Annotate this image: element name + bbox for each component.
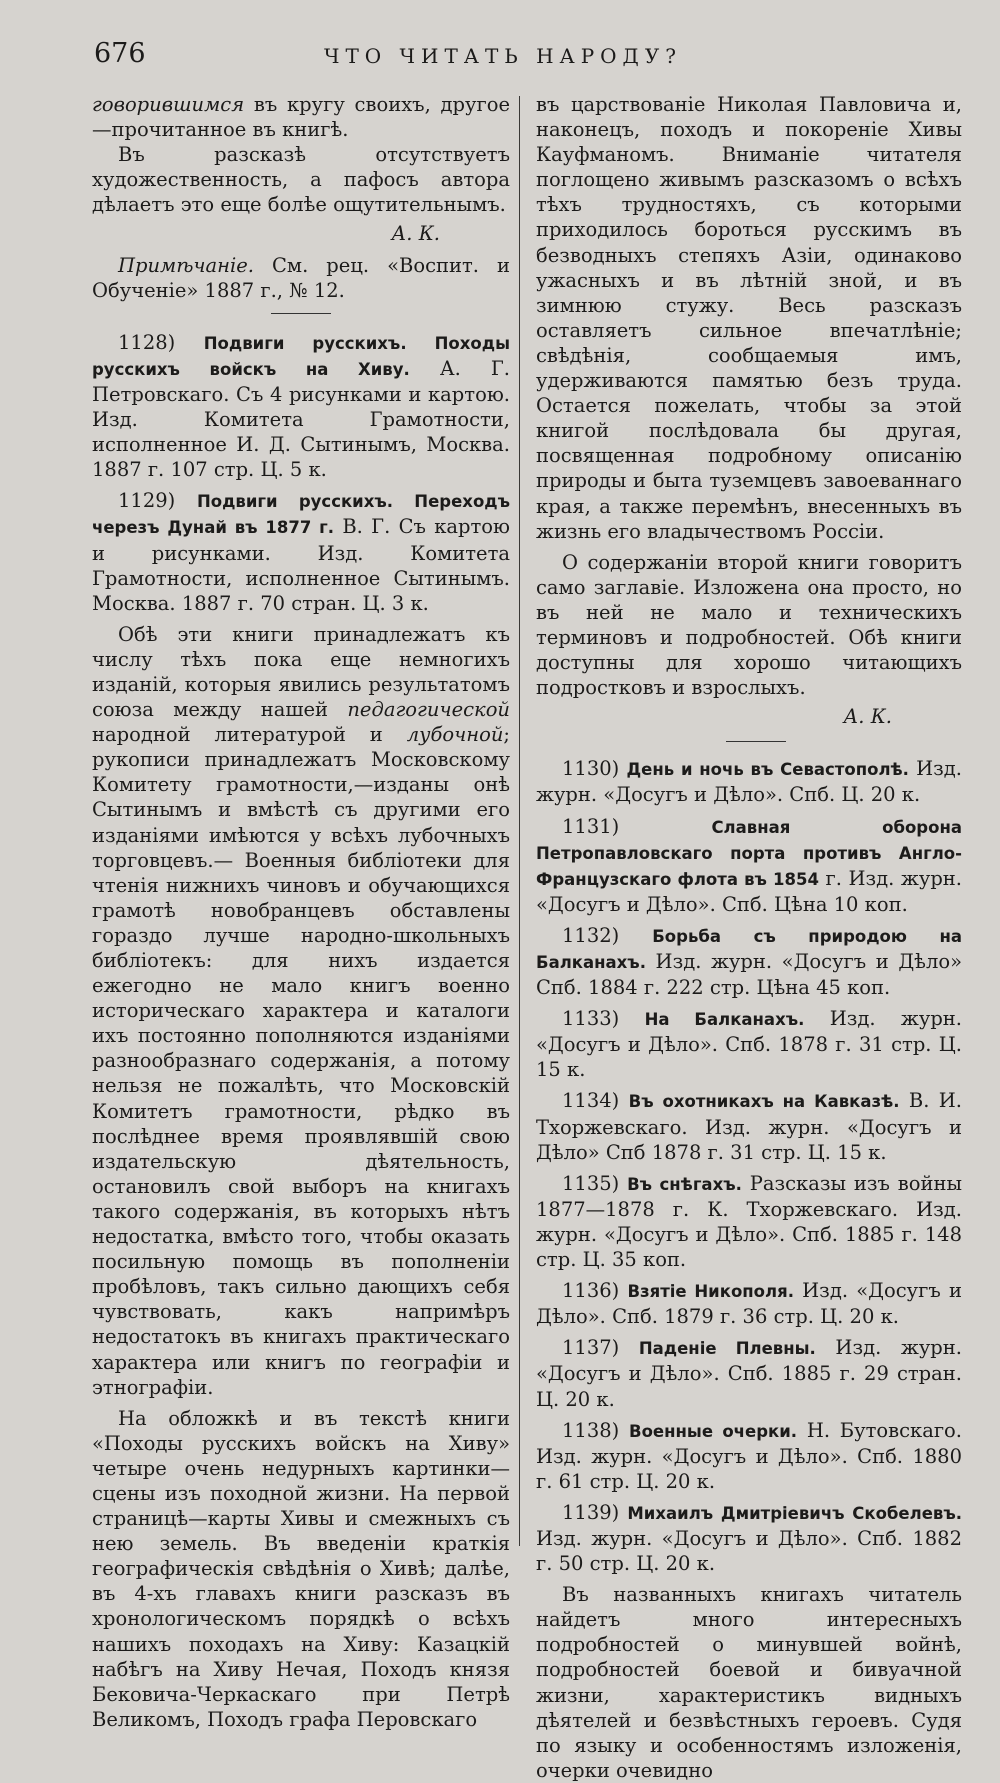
paragraph: въ царствованіе Николая Павловича и, наконецъ, походъ и покореніе Хивы Кауфманомъ. Вниманіе читателя поглощено живымъ разсказомъ о всѣхъ тѣхъ трудностяхъ, съ которыми приходилось бороться русскимъ въ безводныхъ степяхъ Азіи, одинаково ужасныхъ и въ лѣтній зной, и въ зимнюю стужу. Весь разсказъ оставляетъ сильное впечатлѣніе; свѣдѣнія, сообщаемыя имъ, удерживаются памятью безъ труда. Остается пожелать, чтобы за этой книгой послѣдовала бы другая, посвященная подробному описанію природы и быта туземцевъ завоеваннаго края, а также перемѣнъ, внесенныхъ въ жизнь его владычествомъ Россіи. <box>536 93 962 543</box>
paragraph: На обложкѣ и въ текстѣ книги «Походы русскихъ войскъ на Хиву» четыре очень недурныхъ картинки—сцены изъ походной жизни. На первой страницѣ—карты Хивы и смежныхъ съ нею земель. Въ введеніи краткія географическія свѣдѣнія о Хивѣ; далѣе, въ 4-хъ главахъ книги разсказъ въ хронологическомъ порядкѣ о всѣхъ нашихъ походахъ на Хиву: Казацкій набѣгъ на Хиву Нечая, Походъ князя Бековича-Черкаскаго при Петрѣ Великомъ, Походъ графа Перовскаго <box>92 1406 510 1731</box>
bibliography-entry: 1137) Паденіе Плевны. Изд. журн. «Досугъ и Дѣло». Спб. 1885 г. 29 стран. Ц. 20 к. <box>536 1336 962 1411</box>
entry-list <box>536 756 962 1576</box>
bibliography-entry: 1139) Михаилъ Дмитріевичъ Скобелевъ. Изд. журн. «Досугъ и Дѣло». Спб. 1882 г. 50 стр. Ц. 20 к. <box>536 1500 963 1576</box>
bibliography-entry: 1130) День и ночь въ Севастополѣ. Изд. журн. «Досугъ и Дѣло». Спб. Ц. 20 к. <box>536 757 963 807</box>
right-column <box>536 92 962 1783</box>
bibliography-entry: 1136) Взятіе Никополя. Изд. «Досугъ и Дѣло». Спб. 1879 г. 36 стр. Ц. 20 к. <box>536 1279 962 1329</box>
entry-number: 1131) <box>562 814 620 838</box>
entry-number: 1132) <box>562 923 620 947</box>
page-number: 676 <box>94 38 146 69</box>
page-header <box>94 38 964 78</box>
bibliography-entry: 1129) Подвиги русскихъ. Переходъ черезъ Дунай въ 1877 г. В. Г. Съ картою и рисунками. Изд. Комитета Грамотности, исполненное Сытинымъ. Москва. 1887 г. 70 стран. Ц. 3 к. <box>92 489 511 615</box>
entry-title: На Балканахъ. <box>644 1010 805 1030</box>
note: Примѣчаніе. См. рец. «Воспит. и Обученіе» 1887 г., № 12. <box>92 253 510 302</box>
left-column <box>92 92 510 1732</box>
separator-rule <box>726 741 786 742</box>
entry-number: 1133) <box>562 1007 620 1031</box>
entry-number: 1136) <box>562 1279 620 1303</box>
bibliography-entry: 1133) На Балканахъ. Изд. журн. «Досугъ и Дѣло». Спб. 1878 г. 31 стр. Ц. 15 к. <box>536 1007 962 1082</box>
paragraph: О содержаніи второй книги говоритъ само заглавіе. Изложена она просто, но въ ней не мало и техническихъ терминовъ и подробностей. Обѣ книги доступны для хорошо читающихъ подростковъ и взрослыхъ. <box>536 550 962 700</box>
bibliography-entry: 1128) Подвиги русскихъ. Походы русскихъ войскъ на Хиву. А. Г. Петровскаго. Съ 4 рисунками и картою. Изд. Комитета Грамотности, исполненное И. Д. Сытинымъ, Москва. 1887 г. 107 стр. Ц. 5 к. <box>92 330 510 482</box>
bibliography-entry: 1135) Въ снѣгахъ. Разсказы изъ войны 1877—1878 г. К. Тхоржевскаго. Изд. журн. «Досугъ и Дѣло». Спб. 1885 г. 148 стр. Ц. 35 коп. <box>536 1171 963 1272</box>
bibliography-entry: 1131) Славная оборона Петропавловскаго порта противъ Англо-Французскаго флота въ 1854 г. Изд. журн. «Досугъ и Дѣло». Спб. Цѣна 10 коп. <box>536 814 963 916</box>
entry-number: 1128) <box>118 330 176 354</box>
entry-number: 1129) <box>118 489 176 513</box>
entry-number: 1138) <box>562 1418 620 1442</box>
entry-title: Взятіе Никополя. <box>627 1282 794 1302</box>
running-title: ЧТО ЧИТАТЬ НАРОДУ? <box>324 44 682 68</box>
entry-title: Славная оборона Петропавловскаго порта противъ Англо-Французскаго флота въ 1854 <box>536 817 962 889</box>
entry-title: Подвиги русскихъ. Переходъ черезъ Дунай въ 1877 г. <box>92 492 511 538</box>
paragraph: Въ разсказѣ отсутствуетъ художественность, а пафосъ автора дѣлаетъ это еще болѣе ощутительнымъ. <box>92 143 510 217</box>
paragraph: Обѣ эти книги принадлежатъ къ числу тѣхъ пока еще немногихъ изданій, которыя явились результатомъ союза между нашей педагогической народной литературой и лубочной; рукописи принадлежатъ Московскому Комитету грамотности,—изданы онѣ Сытинымъ и вмѣстѣ съ другими его изданіями имѣются у всѣхъ лубочныхъ торговцевъ.— Военныя библіотеки для чтенія нижнихъ чиновъ и обучающихся грамотѣ новобранцевъ обставлены гораздо лучше народно-школьныхъ библіотекъ: для нихъ издается ежегодно не мало книгъ военно историческаго характера и каталоги ихъ постоянно пополняются изданіями разнообразнаго содержанія, а потому нельзя не пожалѣть, что Московскій Комитетъ грамотности, рѣдко въ послѣднее время проявлявшій свою издательскую дѣятельность, остановилъ свой выборъ на книгахъ такого содержанія, въ которыхъ нѣтъ недостатка, вмѣсто того, чтобы оказать посильную помощь въ пополненіи пробѣловъ, такъ сильно дающихъ себя чувствовать, какъ напримѣръ недостатокъ въ книгахъ практическаго характера или книгъ по географіи и этнографіи. <box>92 622 510 1399</box>
entry-number: 1139) <box>562 1500 620 1524</box>
bibliography-entry: 1138) Военные очерки. Н. Бутовскаго. Изд. журн. «Досугъ и Дѣло». Спб. 1880 г. 61 стр. Ц. 20 к. <box>536 1418 962 1493</box>
entry-number: 1135) <box>562 1171 620 1195</box>
entry-title: Михаилъ Дмитріевичъ Скобелевъ. <box>627 1503 963 1523</box>
entry-title: Паденіе Плевны. <box>638 1339 816 1359</box>
paragraph: Въ названныхъ книгахъ читатель найдетъ много интересныхъ подробностей о минувшей войнѣ, подробностей боевой и бивуачной жизни, характеристикъ видныхъ дѣятелей и безвѣстныхъ героевъ. Судя по языку и особенностямъ изложенія, очерки очевидно <box>536 1583 962 1782</box>
entry-title: Военные очерки. <box>629 1421 798 1441</box>
paragraph: говорившимся въ кругу своихъ, другое—прочитанное въ книгѣ. <box>92 93 510 142</box>
signature: А. К. <box>391 222 440 246</box>
entry-number: 1137) <box>562 1336 620 1360</box>
entry-title: Борьба съ природою на Балканахъ. <box>536 926 962 972</box>
separator-rule <box>271 313 331 314</box>
bibliography-entry: 1132) Борьба съ природою на Балканахъ. Изд. журн. «Досугъ и Дѣло» Спб. 1884 г. 222 стр. Цѣна 45 коп. <box>536 923 962 1000</box>
entry-title: Подвиги русскихъ. Походы русскихъ войскъ на Хиву. <box>92 333 510 379</box>
signature: А. К. <box>843 705 892 729</box>
column-divider <box>519 96 520 1546</box>
entry-number: 1134) <box>562 1089 620 1113</box>
entry-title: Въ снѣгахъ. <box>627 1174 742 1194</box>
entry-title: Въ охотникахъ на Кавказѣ. <box>628 1092 900 1112</box>
entry-title: День и ночь въ Севастополѣ. <box>626 760 909 780</box>
bibliography-entry: 1134) Въ охотникахъ на Кавказѣ. В. И. Тхоржевскаго. Изд. журн. «Досугъ и Дѣло» Спб 1878 г. 31 стр. Ц. 15 к. <box>536 1089 962 1164</box>
entry-number: 1130) <box>562 757 620 781</box>
